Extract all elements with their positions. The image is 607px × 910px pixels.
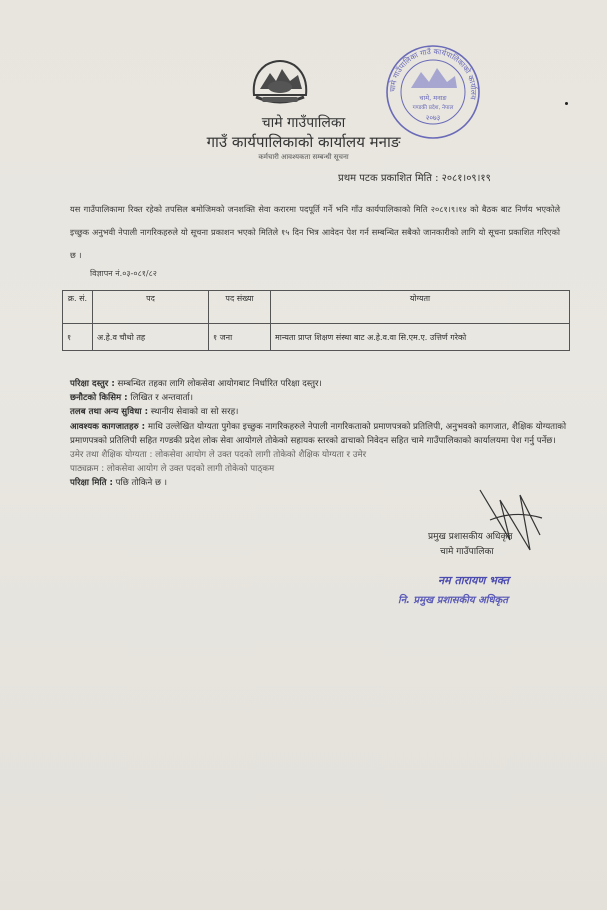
documents-label: आवश्यक कागजातहरु : — [70, 421, 146, 432]
notice-paragraph: यस गाउँपालिकामा रिक्त रहेको तपसिल बमोजिमको जनशक्ति सेवा करारमा पदपूर्ति गर्ने भनि गाँउ कार्यपालिकाको मिति २०८१।९।१४ को बैठक बाट निर्णय भएकोले इच्छुक अनुभवी नेपाली नागरिकहरुले यो सूचना प्रकाशन भएको मितिले १५ दिन भित्र आवेदन पेश गर्न सम्बन्धित सबैको जानकारीको लागि यो सूचना प्रकाशित गरिएको छ । — [70, 204, 560, 260]
ad-number: विज्ञापन नं.०३-०८१/८२ — [90, 269, 157, 278]
exam-date-text: पछि तोकिने छ । — [115, 478, 167, 489]
age-qualification-line: उमेर तथा शैक्षिक योग्यता : लोकसेवा आयोग ले उक्त पदको लागी तोकेको शैक्षिक योग्यता र उमेर — [70, 450, 367, 461]
syllabus-line: पाठ्यक्रम : लोकसेवा आयोग ले उक्त पदको लागी तोकेको पाठ्कम — [70, 464, 275, 475]
cell-post: अ.हे.व चौथो तह — [93, 324, 209, 351]
selection-text: लिखित र अन्तवार्ता। — [130, 393, 194, 404]
seal-center-line1: चामे, मनाङ — [419, 94, 447, 102]
fee-line — [70, 377, 570, 391]
seal-ring-text: चामे गाउँपालिका गाउँ कार्यपालिकाको कार्यालय — [387, 46, 479, 101]
vacancy-table — [62, 290, 570, 351]
fee-text: सम्बन्धित तहका लागि लोकसेवा आयोगबाट निर्धारित परिक्षा दस्तुर। — [117, 379, 322, 389]
salary-text: स्थानीय सेवाको वा सो सरह। — [150, 407, 239, 418]
signature-block — [428, 530, 513, 560]
salary-line — [70, 405, 570, 419]
publication-date: प्रथम पटक प्रकाशित मिति : २०८१।०९।१९ — [338, 173, 491, 184]
signatory-org: चामे गाउँपालिका — [440, 547, 494, 557]
table-header-row — [63, 291, 570, 324]
stamp-designation: नि. प्रमुख प्रशासकीय अधिकृत — [398, 595, 508, 606]
cell-sn: १ — [63, 324, 93, 351]
selection-label: छनौटको किसिम : — [70, 393, 128, 404]
seal-center-line2: गण्डकी प्रदेश, नेपाल — [412, 105, 454, 111]
signatory-title: प्रमुख प्रशासकीय अधिकृत — [428, 532, 513, 542]
col-header-count: पद संख्या — [209, 291, 271, 324]
selection-line — [70, 391, 570, 405]
cell-qualification: मान्यता प्राप्त शिक्षण संस्था बाट अ.हे.व.वा सि.एम.ए. उत्तिर्ण गरेको — [271, 324, 570, 351]
col-header-post: पद — [93, 291, 209, 324]
org-name: चामे गाउँपालिका — [261, 115, 346, 131]
stamp-name: नम तारायण भक्त — [438, 574, 510, 587]
table-row — [63, 324, 570, 351]
documents-line — [70, 420, 570, 448]
ink-speck — [565, 102, 568, 105]
exam-date-label: परिक्षा मिति : — [70, 478, 113, 489]
col-header-qualification: योग्यता — [271, 291, 570, 324]
notice-details — [70, 377, 570, 491]
notice-subject: कर्मचारी आवश्यकता सम्बन्धी सूचना — [258, 153, 349, 161]
documents-text: माथि उल्लेखित योग्यता पुगेका इच्छुक नागरिकहरुले नेपाली नागरिकताको प्रमाणपत्रको प्रतिलिपी, अनुभवको कागजात, शैक्षिक योग्यताको प्रमाणपत्रको प्रतिलिपी सहित गण्डकी प्रदेश लोक सेवा आयोगले तोकेको सहायक स्तरको ढाचाको निवेदन सहित चामे गाउँपालिकाको कार्यालयमा पेश गर्नु पर्नेछ। — [70, 421, 567, 446]
salary-label: तलब तथा अन्य सुविधा : — [70, 407, 149, 418]
office-name: गाउँ कार्यपालिकाको कार्यालय मनाङ — [206, 133, 401, 151]
seal-year: २०७३ — [425, 114, 441, 122]
fee-label: परिक्षा दस्तुर : — [70, 379, 115, 389]
col-header-sn: क्र. सं. — [63, 291, 93, 324]
cell-count: १ जना — [209, 324, 271, 351]
nepal-emblem-icon — [248, 55, 312, 107]
